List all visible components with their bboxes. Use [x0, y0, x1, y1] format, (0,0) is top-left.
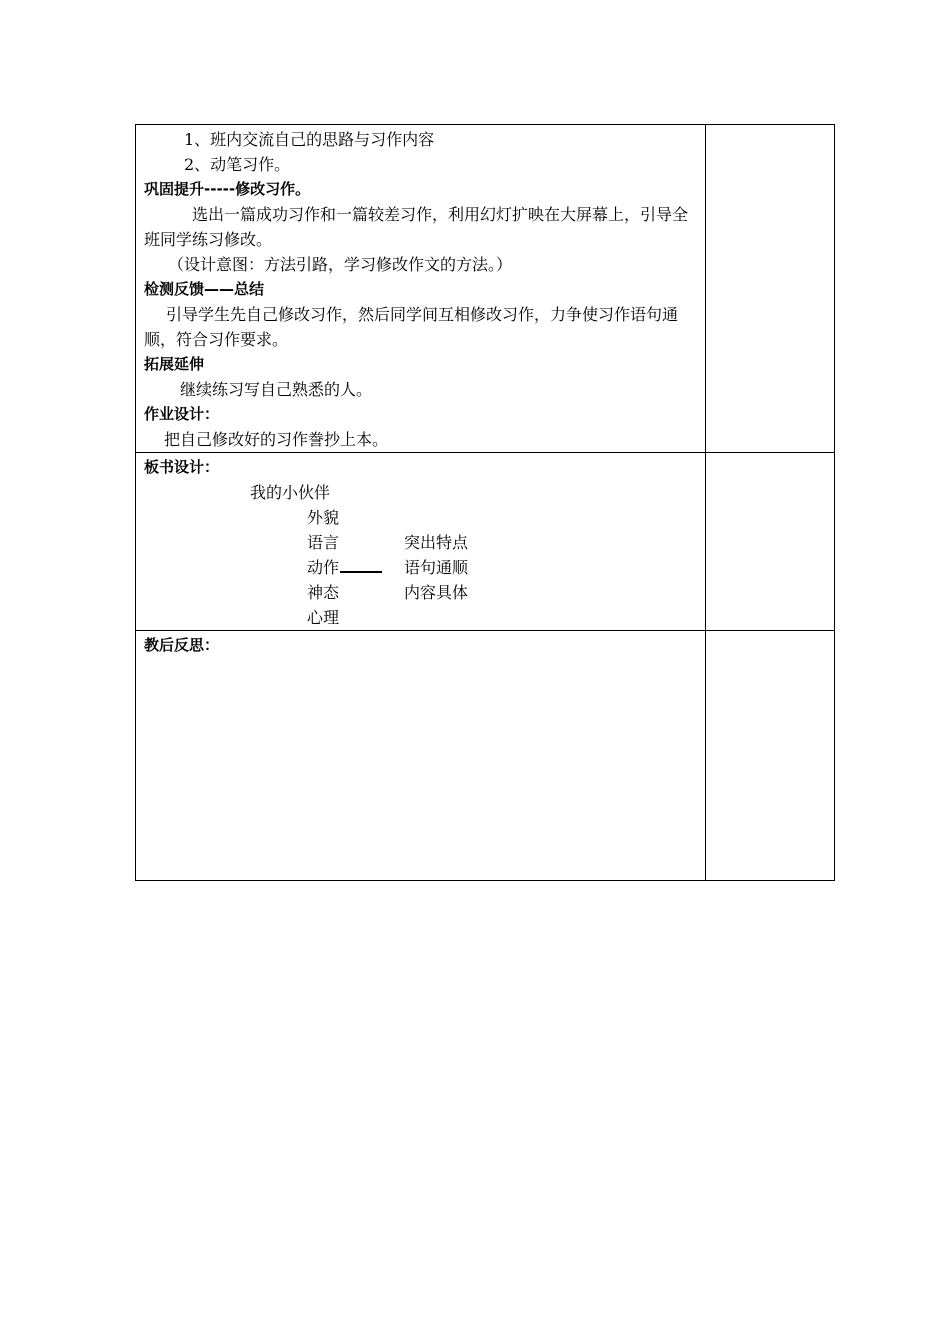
- homework-text: 把自己修改好的习作誊抄上本。: [164, 430, 389, 449]
- reflection-cell: [136, 631, 706, 881]
- board-item-action: 动作: [307, 558, 340, 577]
- feedback-heading: 检测反馈——总结: [144, 280, 265, 298]
- design-intent-text: （设计意图：方法引路，学习修改作文的方法。）: [168, 255, 513, 274]
- note-cell-1: [705, 125, 834, 453]
- board-item-action-wrap: [307, 555, 382, 580]
- feedback-text: 引导学生先自己修改习作，然后同学间互相修改习作，力争使习作语句通顺，符合习作要求。: [144, 305, 679, 349]
- board-item-expression: 神态: [307, 583, 340, 602]
- lesson-plan-table: [135, 124, 835, 881]
- board-item-appearance: 外貌: [307, 508, 340, 527]
- board-underline: [340, 557, 382, 573]
- consolidate-text: 选出一篇成功习作和一篇较差习作，利用幻灯扩映在大屏幕上，引导全班同学练习修改。: [144, 205, 689, 249]
- note-cell-2: [705, 453, 834, 631]
- step-2: 2、动笔习作。: [184, 155, 291, 174]
- board-item-language: 语言: [307, 533, 340, 552]
- step-1: 1、班内交流自己的思路与习作内容: [184, 130, 435, 149]
- board-item-psychology: 心理: [307, 608, 340, 627]
- reflection-row: [136, 631, 835, 881]
- extend-text: 继续练习写自己熟悉的人。: [180, 380, 373, 399]
- teaching-process-cell: [136, 125, 706, 453]
- board-design-row: [136, 453, 835, 631]
- board-title: 我的小伙伴: [250, 483, 331, 502]
- board-point-highlight: 突出特点: [404, 533, 469, 552]
- board-point-concrete: 内容具体: [404, 583, 469, 602]
- board-heading: 板书设计：: [144, 458, 220, 476]
- note-cell-3: [705, 631, 834, 881]
- board-layout: [144, 480, 697, 630]
- board-design-cell: [136, 453, 706, 631]
- board-point-fluent: 语句通顺: [404, 558, 469, 577]
- teaching-process-row: [136, 125, 835, 453]
- homework-heading: 作业设计：: [144, 405, 220, 423]
- extend-heading: 拓展延伸: [144, 355, 205, 373]
- reflection-heading: 教后反思：: [144, 636, 220, 654]
- consolidate-heading: 巩固提升-----修改习作。: [144, 180, 311, 198]
